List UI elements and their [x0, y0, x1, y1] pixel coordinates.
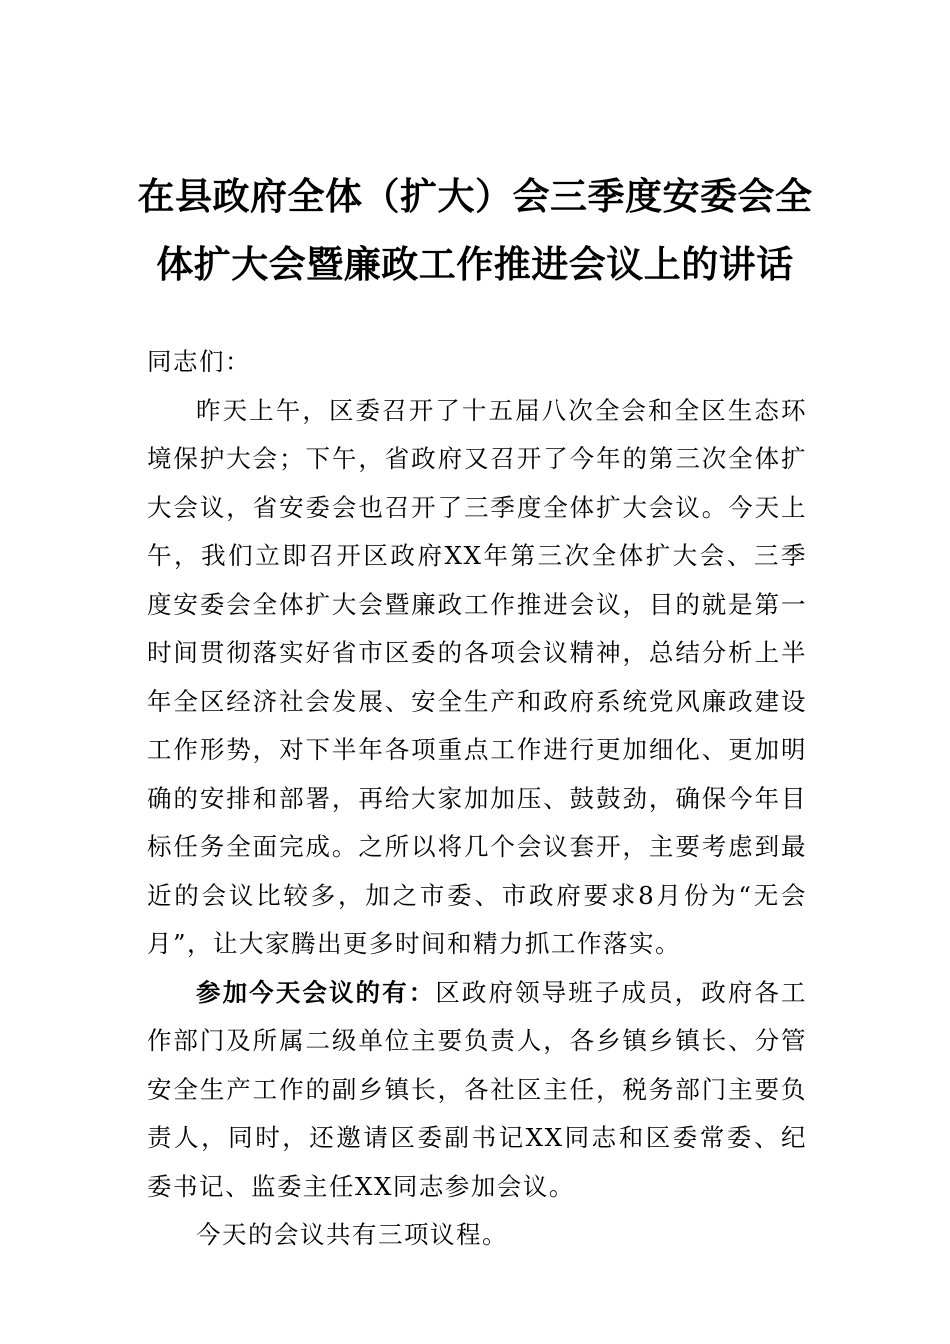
paragraph-2-body: 区政府领导班子成员，政府各工作部门及所属二级单位主要负责人，各乡镇乡镇长、分管安全生产工作的副乡镇长，各社区主任，税务部门主要负责人，同时，还邀请区委副书记XX同志和区委常委、纪委书记、监委主任XX同志参加会议。: [147, 977, 808, 1201]
paragraph-1: 昨天上午，区委召开了十五届八次全会和全区生态环境保护大会；下午，省政府又召开了今年的第三次全体扩大会议，省安委会也召开了三季度全体扩大会议。今天上午，我们立即召开区政府XX年第三次全体扩大会、三季度安委会全体扩大会暨廉政工作推进会议，目的就是第一时间贯彻落实好省市区委的各项会议精神，总结分析上半年全区经济社会发展、安全生产和政府系统党风廉政建设工作形势，对下半年各项重点工作进行更加细化、更加明确的安排和部署，再给大家加加压、鼓鼓劲，确保今年目标任务全面完成。之所以将几个会议套开，主要考虑到最近的会议比较多，加之市委、市政府要求8月份为“无会月”，让大家腾出更多时间和精力抓工作落实。: [147, 395, 807, 958]
paragraph-2-lead: 参加今天会议的有：: [196, 977, 436, 1007]
document-body: [147, 338, 807, 1260]
salutation: 同志们：: [147, 347, 251, 376]
document-title: 在县政府全体（扩大）会三季度安委会全体扩大会暨廉政工作推进会议上的讲话: [137, 174, 813, 286]
paragraph-3: 今天的会议共有三项议程。: [196, 1220, 508, 1249]
paragraph-2: [147, 969, 807, 1212]
